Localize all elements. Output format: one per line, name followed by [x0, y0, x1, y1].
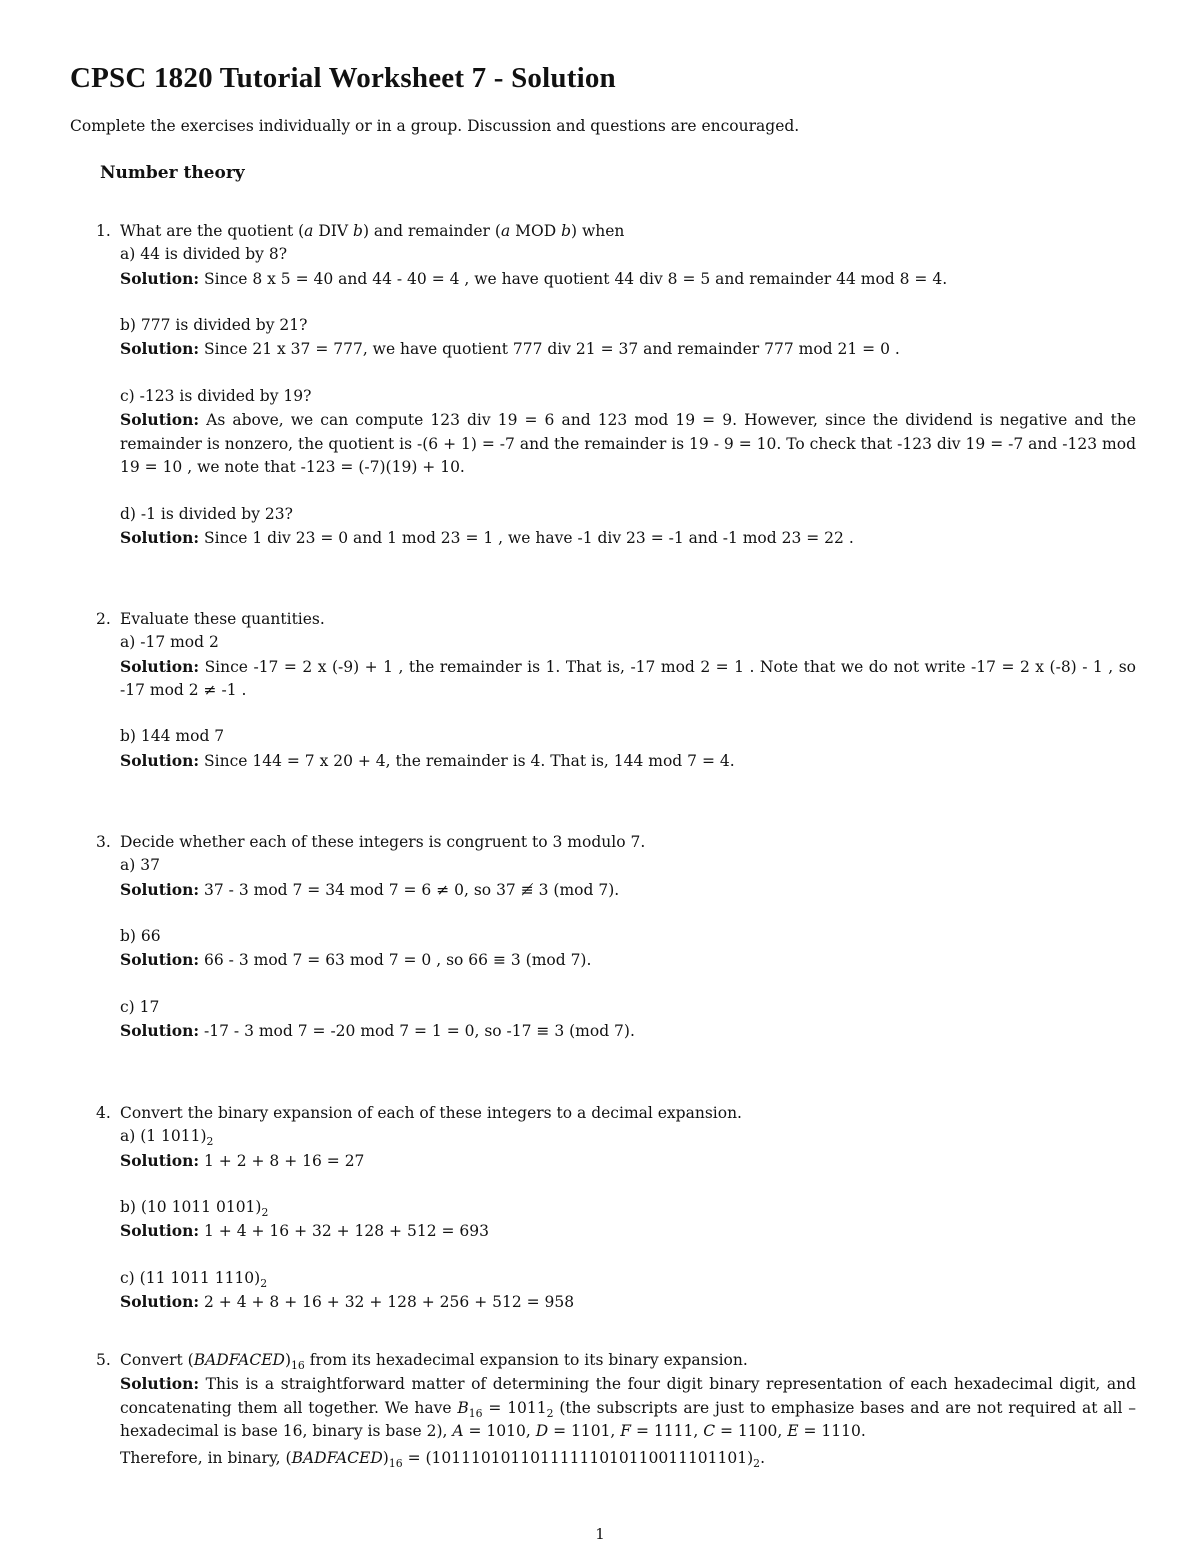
solution-label: Solution:	[120, 656, 200, 676]
question-3-stem: 3. Decide whether each of these integers is congruent to 3 modulo 7.	[96, 831, 1136, 854]
part-solution: Solution: This is a straightforward matter of determining the four digit binary representation of each hexadecimal digit, and concatenating them all together. We have $B_{16} = 1011_2$ (the subscripts are just to emphasize bases and are not required at all – hexadecimal is base 16, binary is base 2), A = 1010, D = 1101, F = 1111, C = 1100, E = 1110.	[120, 1374, 1137, 1440]
question-5	[96, 1349, 1136, 1470]
question-1-stem: 1. What are the quotient (a DIV b) and remainder (a MOD b) when	[96, 220, 1136, 243]
solution-label: Solution:	[120, 339, 200, 359]
question-number: 4.	[96, 1104, 111, 1122]
part-solution: Solution: Since 8 x 5 = 40 and 44 - 40 = 4 , we have quotient 44 div 8 = 5 and remainder 44 mod 8 = 4.	[120, 268, 948, 288]
part-prompt: c) 17	[120, 998, 160, 1017]
part-prompt: a) -17 mod 2	[120, 633, 219, 652]
page-title: CPSC 1820 Tutorial Worksheet 7 - Solution	[70, 62, 616, 94]
part-solution: Solution: 66 - 3 mod 7 = 63 mod 7 = 0 , so 66 ≡ 3 (mod 7).	[120, 950, 592, 970]
question-3	[96, 831, 1136, 1044]
solution-label: Solution:	[120, 879, 200, 899]
solution-label: Solution:	[120, 750, 200, 770]
part-prompt: b) 66	[120, 927, 161, 946]
part-solution: Solution: Since 1 div 23 = 0 and 1 mod 23 = 1 , we have -1 div 23 = -1 and -1 mod 23 = 22 .	[120, 527, 854, 547]
question-2-stem: 2. Evaluate these quantities.	[96, 608, 1136, 631]
question-number: 3.	[96, 833, 111, 851]
part-prompt: a) 37	[120, 856, 160, 875]
part-solution: Solution: Since 144 = 7 x 20 + 4, the remainder is 4. That is, 144 mod 7 = 4.	[120, 750, 735, 770]
question-4-stem: 4. Convert the binary expansion of each of these integers to a decimal expansion.	[96, 1102, 1136, 1125]
part-prompt: c) (11 1011 $1110)_2$	[120, 1269, 268, 1290]
part-solution: Solution: 2 + 4 + 8 + 16 + 32 + 128 + 256 + 512 = 958	[120, 1292, 575, 1312]
intro-text: Complete the exercises individually or in a group. Discussion and questions are encouraged.	[70, 117, 800, 135]
part-prompt: a) 44 is divided by 8?	[120, 245, 288, 264]
part-solution: Solution: -17 - 3 mod 7 = -20 mod 7 = 1 = 0, so -17 ≡ 3 (mod 7).	[120, 1021, 635, 1041]
solution-label: Solution:	[120, 1021, 200, 1041]
question-number: 1.	[96, 222, 111, 240]
question-1	[96, 220, 1136, 550]
part-prompt: b) (10 1011 $0101)_2$	[120, 1198, 269, 1219]
solution-label: Solution:	[120, 268, 200, 288]
part-prompt: a) (1 $1011)_2$	[120, 1127, 214, 1149]
part-solution: Solution: As above, we can compute 123 div 19 = 6 and 123 mod 19 = 9. However, since the dividend is negative and the remainder is nonzero, the quotient is -(6 + 1) = -7 and the remainder is 19 - 9 = 10. To check that -123 div 19 = -7 and -123 mod 19 = 10 , we note that -123 = (-7)(19) + 10.	[120, 410, 1136, 476]
solution-label: Solution:	[120, 1374, 200, 1394]
solution-label: Solution:	[120, 410, 200, 430]
question-number: 2.	[96, 610, 111, 628]
question-2	[96, 608, 1136, 773]
part-solution: Solution: 1 + 2 + 8 + 16 = 27	[120, 1150, 365, 1170]
question-5-stem: 5. Convert $(BADFACED)_{16}$ from its hexadecimal expansion to its binary expansion.	[96, 1351, 748, 1372]
part-prompt: b) 777 is divided by 21?	[120, 316, 308, 335]
question-4	[96, 1102, 1136, 1315]
part-prompt: c) -123 is divided by 19?	[120, 387, 312, 406]
part-solution: Solution: 37 - 3 mod 7 = 34 mod 7 = 6 ≠ 0, so 37 ≢ 3 (mod 7).	[120, 879, 620, 899]
final-answer: Therefore, in binary, $(BADFACED)_{16} = (10111010110111111010110011101101)_2$.	[120, 1449, 766, 1470]
part-solution: Solution: 1 + 4 + 16 + 32 + 128 + 512 = 693	[120, 1221, 489, 1241]
part-prompt: d) -1 is divided by 23?	[120, 504, 293, 523]
page-number: 1	[595, 1525, 605, 1543]
part-solution: Solution: Since 21 x 37 = 777, we have quotient 777 div 21 = 37 and remainder 777 mod 21 = 0 .	[120, 339, 900, 359]
solution-label: Solution:	[120, 527, 200, 547]
solution-label: Solution:	[120, 1221, 200, 1241]
question-number: 5.	[96, 1351, 111, 1369]
solution-label: Solution:	[120, 1292, 200, 1312]
solution-label: Solution:	[120, 950, 200, 970]
part-prompt: b) 144 mod 7	[120, 727, 225, 746]
section-heading: Number theory	[100, 163, 245, 183]
solution-label: Solution:	[120, 1150, 200, 1170]
part-solution: Solution: Since -17 = 2 x (-9) + 1 , the remainder is 1. That is, -17 mod 2 = 1 . Note that we do not write -17 = 2 x (-8) - 1 , so -17 mod 2 ≠ -1 .	[120, 656, 1136, 699]
